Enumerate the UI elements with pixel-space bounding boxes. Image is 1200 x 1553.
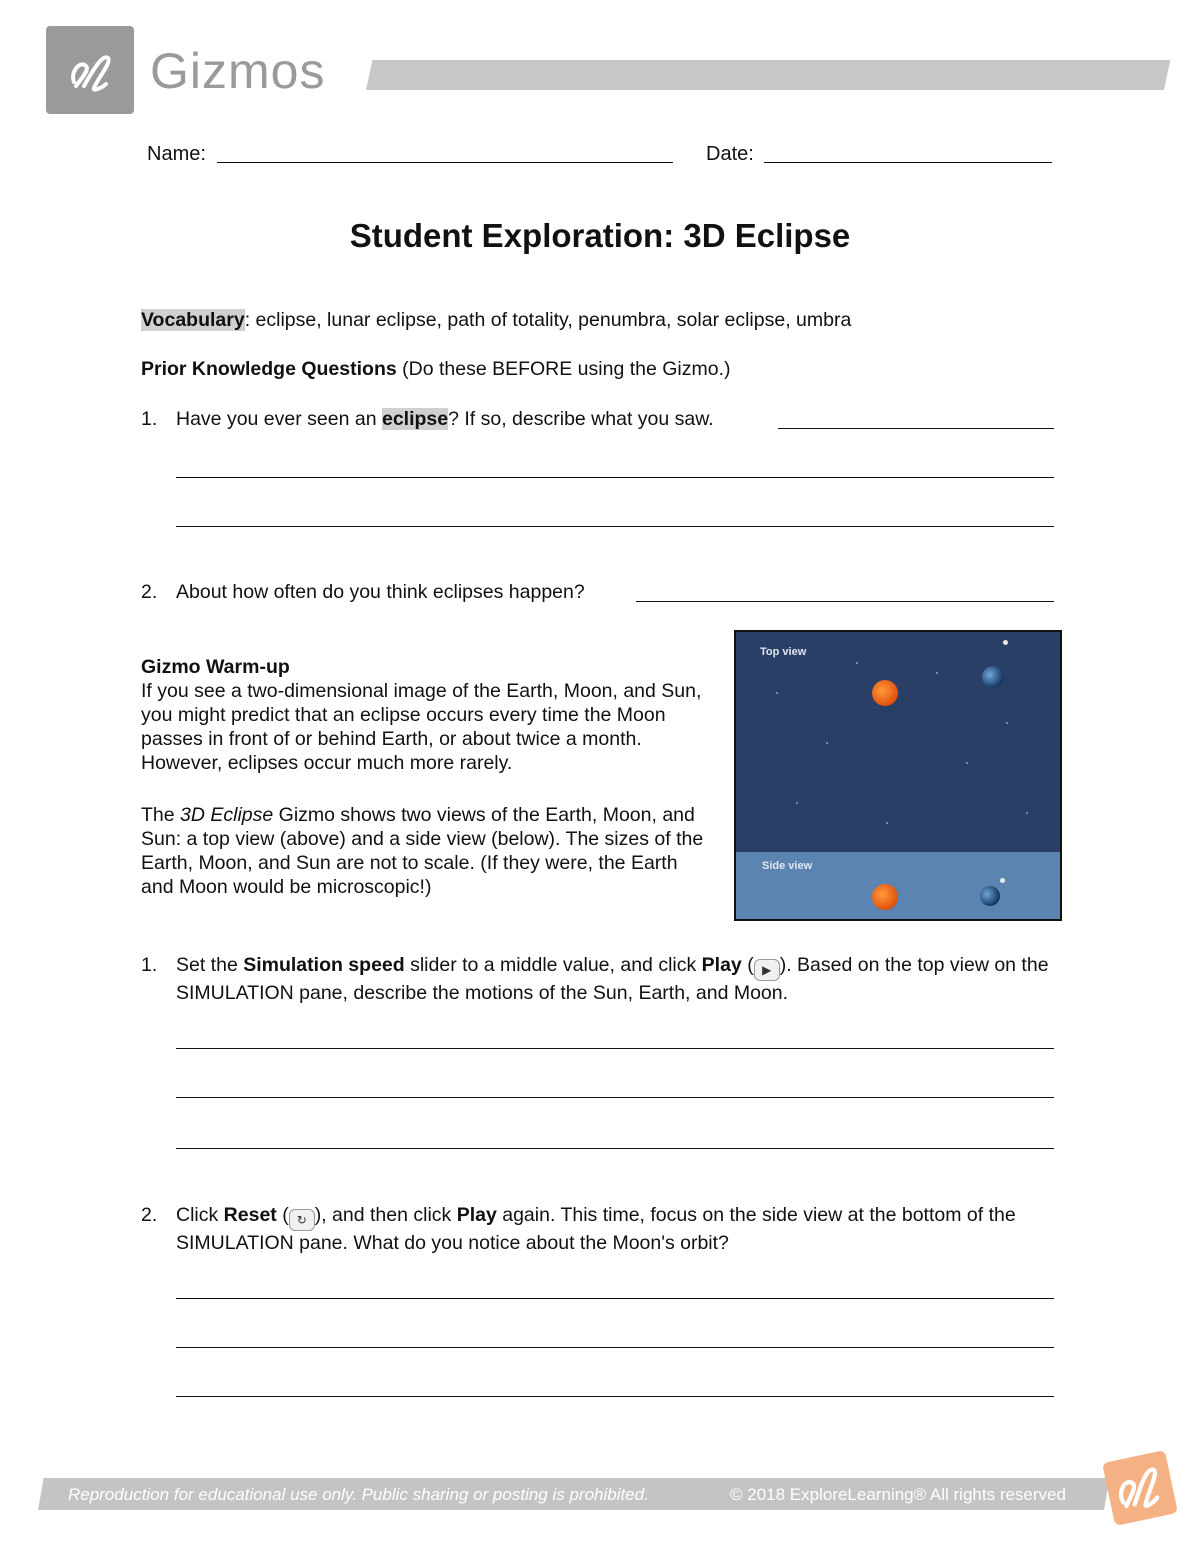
vocabulary-label: Vocabulary bbox=[141, 309, 245, 331]
sun-side-view bbox=[872, 884, 898, 910]
explorelearning-logo-icon bbox=[62, 42, 122, 102]
side-view-label: Side view bbox=[762, 860, 813, 872]
warmup-q2-number: 2. bbox=[141, 1204, 158, 1226]
vocabulary-terms: : eclipse, lunar eclipse, path of totality, penumbra, solar eclipse, umbra bbox=[244, 309, 852, 331]
date-field[interactable] bbox=[764, 162, 1052, 163]
moon-top-view bbox=[1003, 640, 1008, 645]
prior-q2-answer-line[interactable] bbox=[636, 601, 1054, 602]
prior-knowledge-heading: Prior Knowledge Questions bbox=[141, 358, 397, 380]
footer-copyright: © 2018 ExploreLearning® All rights reserved bbox=[730, 1485, 1066, 1504]
prior-q2-text: About how often do you think eclipses happen? bbox=[176, 581, 585, 603]
footer-disclaimer: Reproduction for educational use only. Public sharing or posting is prohibited. bbox=[68, 1485, 649, 1504]
prior-q1-answer-line[interactable] bbox=[778, 428, 1054, 429]
warmup-q2-text: Click Reset ( ↻ ), and then click Play again. This time, focus on the side view at the bottom of the SIMULATION pane. What do you notice about the Moon's orbit? bbox=[176, 1204, 1016, 1254]
page-title: Student Exploration: 3D Eclipse bbox=[349, 217, 851, 254]
play-icon: ▶ bbox=[754, 959, 780, 981]
vocabulary-line bbox=[141, 308, 1061, 332]
warmup-q1-answer-line[interactable] bbox=[176, 1148, 1054, 1149]
earth-top-view bbox=[982, 666, 1004, 688]
prior-q1-text: Have you ever seen an eclipse? If so, describe what you saw. bbox=[176, 408, 714, 430]
reset-icon: ↻ bbox=[289, 1209, 315, 1231]
prior-q1-answer-line[interactable] bbox=[176, 477, 1054, 478]
date-label: Date: bbox=[706, 143, 754, 165]
name-label: Name: bbox=[147, 143, 206, 165]
top-view-label: Top view bbox=[760, 646, 807, 658]
prior-q1-answer-line[interactable] bbox=[176, 526, 1054, 527]
warmup-q2-answer-line[interactable] bbox=[176, 1396, 1054, 1397]
prior-q2-number: 2. bbox=[141, 581, 158, 603]
warmup-q1-text: Set the Simulation speed slider to a middle value, and click Play ( ▶ ). Based on the top view on the SIMULATION pane, describe the motions of the Sun, Earth, and Moon. bbox=[176, 954, 1049, 1004]
sun-top-view bbox=[872, 680, 898, 706]
prior-knowledge-heading-line bbox=[141, 357, 1061, 381]
simulation-image bbox=[734, 630, 1062, 921]
prior-knowledge-note: (Do these BEFORE using the Gizmo.) bbox=[396, 358, 731, 380]
header-bar bbox=[366, 60, 1170, 90]
warmup-q2-answer-line[interactable] bbox=[176, 1298, 1054, 1299]
warmup-heading: Gizmo Warm-up bbox=[141, 656, 290, 678]
prior-q1-number: 1. bbox=[141, 408, 158, 430]
side-view-panel bbox=[736, 852, 1060, 919]
earth-side-view bbox=[980, 886, 1000, 906]
footer-logo-icon bbox=[1102, 1450, 1178, 1526]
name-field[interactable] bbox=[217, 162, 673, 163]
warmup-paragraph-1: If you see a two-dimensional image of the Earth, Moon, and Sun, you might predict that an eclipse occurs every time the Moon passes in front of or behind Earth, or about twice a month. However, eclipses occur much more rarely. bbox=[141, 680, 702, 774]
moon-side-view bbox=[1000, 878, 1005, 883]
warmup-q1-answer-line[interactable] bbox=[176, 1048, 1054, 1049]
warmup-paragraph-2: The 3D Eclipse Gizmo shows two views of the Earth, Moon, and Sun: a top view (above) and a side view (below). The sizes of the Earth, Moon, and Sun are not to scale. (If they were, the Earth and Moon would be microscopic!) bbox=[141, 804, 704, 898]
warmup-q1-answer-line[interactable] bbox=[176, 1097, 1054, 1098]
warmup-q1-number: 1. bbox=[141, 954, 158, 976]
eclipse-term: eclipse bbox=[381, 408, 449, 430]
warmup-q2-answer-line[interactable] bbox=[176, 1347, 1054, 1348]
brand-name: Gizmos bbox=[150, 43, 326, 99]
